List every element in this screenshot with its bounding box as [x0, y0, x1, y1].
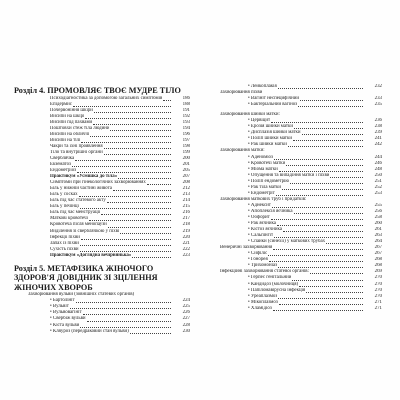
- dot-leader: [268, 255, 363, 256]
- toc-entry-page: 250: [374, 172, 382, 178]
- dot-leader: [278, 88, 363, 89]
- toc-entry-title: Біль під час статевого акту: [50, 198, 106, 204]
- toc-entry-page: 267: [374, 245, 382, 251]
- dot-leader: [80, 251, 172, 252]
- toc-entry-title: Тіло та внутрішні органи: [50, 149, 103, 155]
- toc-entry-title: Екзематоз: [50, 162, 71, 168]
- right-column-list: [206, 84, 382, 312]
- toc-entry-title: Захворювання маткових труб і придатків:: [220, 196, 307, 202]
- dot-leader: [104, 148, 171, 149]
- dot-leader: [294, 128, 363, 129]
- dot-leader: [294, 213, 363, 214]
- dot-leader: [300, 100, 363, 101]
- dot-leader: [107, 202, 171, 203]
- toc-entry-page: 226: [182, 310, 190, 316]
- toc-entry-title: Сверблячка: [50, 155, 75, 161]
- toc-entry-page: 201: [182, 162, 190, 168]
- dot-leader: [271, 122, 363, 123]
- toc-entry-page: 194: [182, 125, 190, 131]
- toc-entry-page: 191: [182, 107, 190, 113]
- toc-entry-page: 252: [374, 184, 382, 190]
- toc-entry-title: Інфекційні захворювання статевої органів:: [220, 269, 309, 275]
- toc-entry-page: 270: [374, 281, 382, 287]
- toc-entry-page: 223: [182, 252, 190, 258]
- toc-entry-title: • Гонорея: [248, 257, 268, 263]
- dot-leader: [283, 231, 363, 232]
- toc-entry-title: • Кістоз яєчника: [248, 227, 282, 233]
- toc-entry-title: Висипи під пахвами: [50, 119, 93, 125]
- dot-leader: [274, 237, 363, 238]
- dot-leader: [272, 207, 363, 208]
- toc-entry-page: 235: [374, 102, 382, 108]
- toc-entry-page: 227: [182, 316, 190, 322]
- toc-entry-title: • Лейкоплакія: [248, 84, 277, 89]
- toc-entry-page: 258: [374, 214, 382, 220]
- dot-leader: [113, 190, 171, 191]
- dot-leader: [326, 243, 363, 244]
- toc-entry-page: 260: [374, 221, 382, 227]
- toc-entry-title: • Трихомоніаз: [248, 263, 278, 269]
- toc-entry-title: • Вульвовагініт: [50, 310, 82, 316]
- toc-entry-page: 233: [374, 96, 382, 102]
- toc-entry-title: Захворювання вульви (зовнішніх статевих органів): [28, 292, 135, 298]
- toc-entry-page: 205: [182, 168, 190, 174]
- toc-entry-page: 248: [374, 166, 382, 172]
- toc-entry-page: 193: [182, 119, 190, 125]
- dot-leader: [302, 134, 363, 135]
- dot-leader: [110, 130, 171, 131]
- dot-leader: [80, 327, 171, 328]
- dot-leader: [330, 177, 363, 178]
- toc-entry-page: 216: [182, 210, 190, 216]
- dot-leader: [147, 184, 171, 185]
- dot-leader: [79, 196, 171, 197]
- dot-leader: [108, 227, 171, 228]
- toc-entry-page: 267: [374, 251, 382, 257]
- toc-entry-page: 230: [182, 328, 190, 334]
- toc-entry-title: Висипи на обличчі: [50, 131, 90, 137]
- toc-entry-page: 261: [374, 227, 382, 233]
- dot-leader: [288, 146, 363, 147]
- toc-entry-page: 207: [182, 174, 190, 180]
- dot-leader: [73, 106, 171, 107]
- toc-entry-page: 213: [182, 192, 190, 198]
- toc-entry-page: 199: [182, 149, 190, 155]
- toc-entry-page: 228: [182, 322, 190, 328]
- toc-entry-page: 212: [182, 186, 190, 192]
- toc-entry-title: • Кіста вульви: [50, 322, 80, 328]
- toc-entry-page: 270: [374, 287, 382, 293]
- toc-entry-title: • Кровотечі матки: [248, 160, 286, 166]
- toc-entry-title: • Аднексит: [248, 202, 271, 208]
- toc-entry-title: Запах із піхви: [50, 240, 79, 246]
- toc-entry-title: • Дисплазія шийки матки: [248, 130, 301, 136]
- dot-leader: [104, 154, 171, 155]
- toc-entry-page: 215: [182, 204, 190, 210]
- dot-leader: [271, 219, 363, 220]
- toc-entry-page: 196: [182, 131, 190, 137]
- dot-leader: [279, 171, 363, 172]
- toc-entry-title: Ендометріоз: [50, 168, 77, 174]
- toc-entry-title: Епідермис: [50, 101, 72, 107]
- toc-entry-title: • Сифіліс: [248, 251, 268, 257]
- toc-entry-title: • Ендометріт: [248, 190, 275, 196]
- toc-entry-page: 192: [182, 113, 190, 119]
- toc-entry-title: • Кандидоз (молочниця): [248, 281, 299, 287]
- toc-entry-page: 268: [374, 257, 382, 263]
- toc-entry-page: 225: [182, 304, 190, 310]
- toc-entry-page: 198: [182, 143, 190, 149]
- toc-entry-page: 251: [374, 178, 382, 184]
- toc-entry-page: 253: [374, 190, 382, 196]
- toc-entry-title: • Герпес генітальний: [248, 275, 292, 281]
- dot-leader: [269, 261, 363, 262]
- dot-leader: [290, 183, 363, 184]
- toc-entry-page: 218: [182, 222, 190, 228]
- dot-leader: [87, 321, 171, 322]
- toc-entry-page: 268: [374, 263, 382, 269]
- toc-entry-title: • Опущення та випадіння матки і піхви: [248, 172, 330, 178]
- toc-entry-title: • Спайки (синехії) у маткових трубах: [248, 239, 326, 245]
- toc-entry-title: • Поліп ендометрію: [248, 178, 290, 184]
- dot-leader: [93, 124, 171, 125]
- toc-entry-title: Біль у сосках: [50, 192, 78, 198]
- toc-entry-title: • Папіломавірусна інфекція: [248, 287, 306, 293]
- toc-entry-page: 236: [374, 118, 382, 124]
- dot-leader: [120, 233, 171, 234]
- dot-leader: [81, 142, 171, 143]
- toc-entry-title: • Сальпінгіт: [248, 233, 274, 239]
- dot-leader: [89, 220, 171, 221]
- toc-entry-title: Чакри та їхні проявлення: [50, 143, 103, 149]
- toc-entry-title: • Рак шийки матки: [248, 142, 287, 148]
- dot-leader: [118, 178, 171, 179]
- dot-leader: [70, 308, 171, 309]
- toc-entry-page: 271: [374, 305, 382, 311]
- toc-entry-page: 241: [374, 136, 382, 142]
- dot-leader: [276, 195, 363, 196]
- toc-entry-title: • Мікоплазмоз: [248, 299, 278, 305]
- toc-entry-title: Біль у нижній частині живота: [50, 186, 112, 192]
- toc-entry-page: 264: [374, 239, 382, 245]
- toc-entry-title: • Міома матки: [248, 166, 278, 172]
- toc-entry-title: • Бактеріальний вагіноз: [248, 102, 298, 108]
- section-5-list: [14, 292, 190, 334]
- toc-entry-title: Захворювання шийки матки:: [220, 112, 280, 118]
- toc-entry-title: Симптоми при гінекологічних захворюваннях: [50, 180, 146, 186]
- dot-leader: [90, 136, 171, 137]
- dot-leader: [278, 267, 363, 268]
- toc-entry-title: Поштовхи стеж тіла людини: [50, 125, 110, 131]
- toc-entry-page: 221: [182, 240, 190, 246]
- toc-entry-page: 256: [374, 208, 382, 214]
- dot-leader: [80, 245, 171, 246]
- toc-entry-page: 238: [374, 124, 382, 130]
- toc-entry-title: Захворювання піхви: [220, 90, 263, 96]
- section-4-title: Розділ 4. ПРОМОВЛЯЄ ТВОЄ МУДРЕ ТІЛО: [14, 86, 181, 95]
- toc-entry-page: 208: [182, 180, 190, 186]
- toc-entry-page: 186: [182, 95, 190, 101]
- toc-entry-title: • Аденоміоз: [248, 154, 273, 160]
- dot-leader: [130, 333, 171, 334]
- toc-entry-title: • Оофорит: [248, 214, 270, 220]
- toc-entry-page: 239: [374, 130, 382, 136]
- toc-entry-title: Психодіагностика за допомогою загальних симптомів: [50, 95, 163, 101]
- dot-leader: [83, 314, 171, 315]
- toc-entry-page: 242: [374, 142, 382, 148]
- toc-entry-page: 214: [182, 198, 190, 204]
- toc-entry-page: 269: [374, 269, 382, 275]
- toc-entry-title: Виділення зі сверблячкою у піхві: [50, 228, 120, 234]
- dot-leader: [310, 273, 363, 274]
- toc-entry-title: • Апоплексія яєчника: [248, 208, 293, 214]
- toc-entry-page: 200: [182, 155, 190, 161]
- toc-entry-page: 270: [374, 293, 382, 299]
- dot-leader: [81, 239, 171, 240]
- toc-entry-title: • Рак тіла матки: [248, 184, 281, 190]
- dot-leader: [72, 166, 171, 167]
- toc-entry-title: Кровотеча після менопаузи: [50, 222, 107, 228]
- dot-leader: [278, 298, 363, 299]
- toc-entry-page: 244: [374, 154, 382, 160]
- toc-entry-title: • Ерозія шийки матки: [248, 124, 294, 130]
- toc-entry-title: • Хламідіоз: [248, 305, 272, 311]
- toc-entry-title: Сухість піхви: [50, 246, 79, 252]
- toc-entry-title: Почервоніння шкіри: [50, 107, 93, 113]
- toc-entry-page: 246: [374, 160, 382, 166]
- toc-entry: [206, 306, 382, 312]
- toc-entry-title: Інфекції піхви: [50, 234, 80, 240]
- toc-entry-title: Захворювання матки:: [220, 148, 265, 154]
- toc-entry-page: 217: [182, 216, 190, 222]
- toc-entry-title: • Вагініт неспецифічний: [248, 96, 300, 102]
- dot-leader: [80, 208, 171, 209]
- dot-leader: [277, 225, 363, 226]
- dot-leader: [273, 310, 363, 311]
- dot-leader: [163, 100, 171, 101]
- toc-entry-page: 222: [182, 246, 190, 252]
- toc-entry-page: 270: [374, 275, 382, 281]
- dot-leader: [94, 112, 171, 113]
- toc-entry-page: 271: [374, 299, 382, 305]
- dot-leader: [77, 172, 171, 173]
- toc-entry-title: • Цервіцит: [248, 118, 271, 124]
- toc-entry-title: Біль під час менструації: [50, 210, 101, 216]
- toc-left-column: [14, 86, 190, 335]
- toc-entry-page: 263: [374, 233, 382, 239]
- toc-entry-title: • Уреаплазмоз: [248, 293, 278, 299]
- toc-entry-page: 232: [374, 84, 382, 89]
- toc-entry-page: 224: [182, 298, 190, 304]
- section-4-list: [14, 96, 190, 259]
- toc-entry-title: Висипи на тілі: [50, 137, 81, 143]
- toc-entry-page: 255: [374, 202, 382, 208]
- dot-leader: [286, 165, 363, 166]
- toc-entry-title: • Свербіж вульви: [50, 316, 86, 322]
- toc-entry-title: Маткові кровотечі: [50, 216, 88, 222]
- toc-entry-title: Біль у печінці: [50, 204, 79, 210]
- toc-entry-title: Висипи на шкірі: [50, 113, 85, 119]
- dot-leader: [292, 280, 363, 281]
- dot-leader: [85, 118, 171, 119]
- toc-entry-page: 220: [182, 234, 190, 240]
- toc-entry-title: • Рак яєчника: [248, 221, 276, 227]
- dot-leader: [273, 249, 363, 250]
- toc-entry-title: Венеричні захворювання: [220, 245, 273, 251]
- toc-right-column: [206, 84, 382, 312]
- toc-entry: [14, 329, 190, 335]
- dot-leader: [279, 304, 363, 305]
- dot-leader: [298, 106, 363, 107]
- toc-entry-title: • Поліп шийки матки: [248, 136, 292, 142]
- dot-leader: [76, 302, 171, 303]
- dot-leader: [282, 189, 363, 190]
- dot-leader: [274, 159, 363, 160]
- toc-entry-title: • Вульвіт: [50, 304, 69, 310]
- section-5-title: Розділ 5. МЕТАФІЗИКА ЖІНОЧОГО ЗДОРОВ'Я ДОВІДНИК ЗІ ЗЦІЛЕННЯ ЖІНОЧИХ ХВОРОБ: [14, 263, 158, 292]
- dot-leader: [293, 140, 363, 141]
- toc-entry-title: Практикум «Усмішка до тіла»: [50, 174, 118, 180]
- dot-leader: [75, 160, 171, 161]
- dot-leader: [299, 286, 363, 287]
- dot-leader: [132, 257, 171, 258]
- toc-entry-title: • Бартолініт: [50, 298, 75, 304]
- toc-entry-page: 197: [182, 137, 190, 143]
- toc-entry-page: 219: [182, 228, 190, 234]
- toc-entry-page: 188: [182, 101, 190, 107]
- dot-leader: [101, 214, 171, 215]
- toc-entry-title: Практикум «Доглядна вечірнянька»: [50, 252, 132, 258]
- toc-entry-title: • Кляуроз (передраковий стан вульви): [50, 328, 129, 334]
- dot-leader: [306, 292, 363, 293]
